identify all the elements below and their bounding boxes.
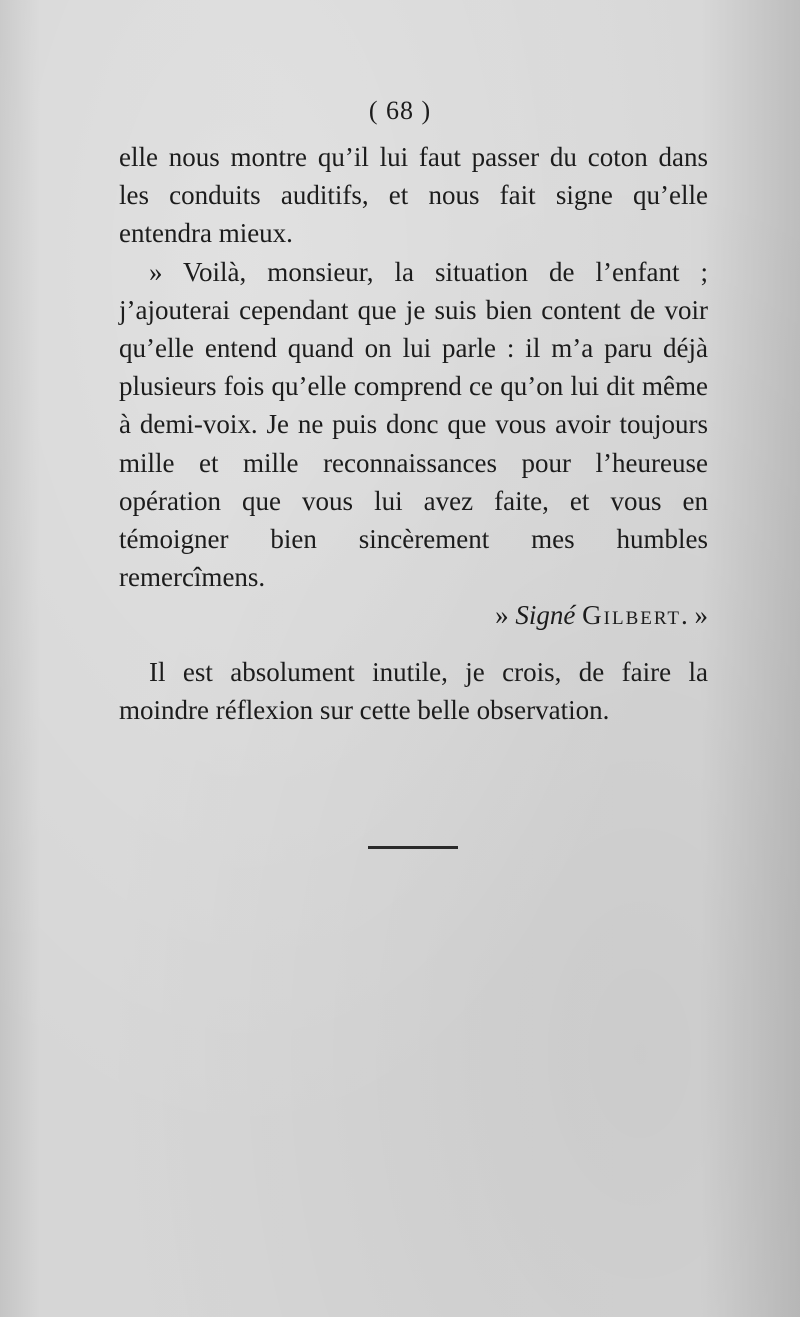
paragraph-commentary: Il est absolument inutile, je crois, de faire la moindre réflexion sur cette belle observation.: [119, 656, 708, 725]
page-number: ( 68 ): [368, 96, 432, 125]
signature-line: [119, 596, 708, 634]
paragraph-continuation: elle nous montre qu’il lui faut passer du coton dans les conduits auditifs, et nous fait signe qu’elle entendra mieux.: [119, 142, 708, 249]
signature-close: . »: [681, 600, 708, 631]
signature-open-quote: »: [495, 600, 516, 631]
page-body: [119, 138, 708, 729]
paragraph-gap: [119, 635, 708, 653]
signature-signe: Signé: [515, 600, 576, 631]
section-divider-rule: [368, 846, 458, 849]
paragraph-letter: » Voilà, monsieur, la situation de l’enfant ; j’ajouterai cependant que je suis bien content de voir qu’elle entend quand on lui parle : il m’a paru déjà plusieurs fois qu’elle comprend ce qu’on lui dit même à demi-voix. Je ne puis donc que vous avoir toujours mille et mille reconnaissances pour l’heureuse opération que vous lui avez faite, et vous en témoigner bien sincèrement mes humbles remercîmens.: [119, 256, 708, 593]
signature-name: Gilbert: [582, 600, 681, 631]
